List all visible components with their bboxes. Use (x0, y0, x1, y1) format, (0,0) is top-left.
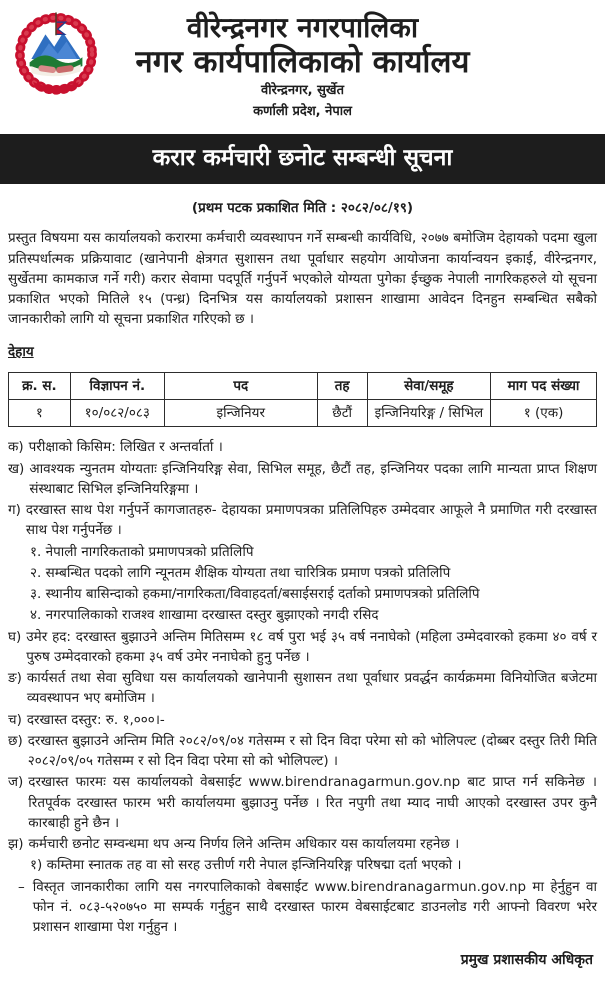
clause-label: ख) (8, 460, 25, 477)
clause-gha (8, 627, 597, 668)
nepal-emblem-icon (12, 8, 100, 96)
col-serial-number: क्र. स. (9, 372, 71, 399)
clause-label: ङ) (8, 670, 22, 687)
cell-advertisement-number: १०/०८२/०८३ (70, 400, 164, 427)
clause-label: ज) (8, 774, 24, 791)
col-required-posts: माग पद संख्या (491, 372, 597, 399)
cell-service-group: इन्जिनियरिङ्ग / सिभिल (367, 400, 490, 427)
clause-label: क) (8, 439, 24, 456)
clause-label: च) (8, 711, 22, 728)
list-item: १. नेपाली नागरिकताको प्रमाणपत्रको प्रतिलिपि (30, 543, 254, 560)
required-documents-list (30, 542, 597, 626)
clause-text: कार्यसर्त तथा सेवा सुविधा यस कार्यालयको खानेपानी सुशासन तथा पूर्वाधार प्रवर्द्धन कार्यक्रममा विनियोजित बजेटमा व्यवस्थापन भए बमोजिम । (26, 670, 597, 707)
notice-body (0, 198, 605, 937)
address-line-2: कर्णाली प्रदेश, नेपाल (253, 103, 352, 119)
intro-paragraph: प्रस्तुत विषयमा यस कार्यालयको करारमा कर्मचारी व्यवस्थापन गर्ने सम्बन्धी कार्यविधि, २०७७ बमोजिम देहायको पदमा खुला प्रतिस्पर्धात्मक प्रक्रियावाट (खानेपानी क्षेत्रगत सुशासन तथा पूर्वाधार सहयोग आयोजना कार्यान्वयन इकाई, वीरेन्द्रनगर, सुर्खेतमा कामकाज गर्ने गरी) करार सेवामा पदपूर्ति गर्नुपर्ने भएकोले योग्यता पुगेका ईच्छुक नेपाली नागरिकहरुले यो सूचना प्रकाशित भएको मितिले १५ (पन्ध्र) दिनभित्र यस कार्यालयको प्रशासन शाखामा आवेदन दिनहुन सम्बन्धित सबैको जानकारीको लागि यो सूचना प्रकाशित गरिएको छ । (8, 230, 597, 328)
clause-ja (8, 772, 597, 833)
clause-text: दरखास्त फारमः यस कार्यालयको वेबसाईट www.birendranagarmun.gov.np बाट प्राप्त गर्न सकिनेछ । रितपूर्वक दरखास्त फारम भरी कार्यालयमा बुझाउनु पर्नेछ । रित नपुगी तथा म्याद नाघी आएको दरखास्त उपर कुनै कारबाही हुने छैन । (28, 774, 597, 831)
address-line-1: वीरेन्द्रनगर, सुर्खेत (261, 83, 344, 99)
clause-label: छ) (8, 732, 23, 749)
clause-text: परीक्षाको किसिम: लिखित र अन्तर्वार्ता । (28, 439, 223, 456)
clause-label: झ) (8, 836, 24, 853)
clause-label: घ) (8, 628, 22, 645)
clause-cha (8, 710, 597, 730)
office-name: नगर कार्यपालिकाको कार्यालय (135, 44, 470, 81)
eligibility-list (30, 855, 597, 875)
cell-post: इन्जिनियर (164, 400, 317, 427)
clause-text: दरखास्त दस्तुर: रु. १,०००।- (26, 711, 165, 728)
dash-bullet: – (18, 878, 25, 895)
list-item: ४. नगरपालिकाको राजश्व शाखामा दरखास्त दस्तुर बुझाएको नगदी रसिद (30, 607, 379, 624)
clause-text: कर्मचारी छनोट सम्वन्धमा थप अन्य निर्णय लिने अन्तिम अधिकार यस कार्यालयमा रहनेछ । (28, 836, 460, 853)
clause-text: दरखास्त बुझाउने अन्तिम मिति २०८२/०९/०४ गतेसम्म र सो दिन विदा परेमा सो को भोलिपल्ट (दोब्बर दस्तुर तिरी मिति २०८२/०९/०५ गतेसम्म र सो दिन विदा परेमा सो को भोलिपल्ट) । (27, 732, 597, 770)
table-header-row (9, 372, 597, 399)
published-date: (प्रथम पटक प्रकाशित मिति : २०८२/०८/१९) (191, 200, 414, 217)
col-service-group: सेवा/समूह (367, 372, 490, 399)
col-level: तह (317, 372, 367, 399)
clause-ga (8, 500, 597, 541)
clause-kha (8, 459, 597, 500)
col-post: पद (164, 372, 317, 399)
list-item: २. सम्बन्धित पदको लागि न्यूनतम शैक्षिक योग्यता तथा चारित्रिक प्रमाण पत्रको प्रतिलिपि (30, 564, 451, 581)
cell-serial-number: १ (9, 400, 71, 427)
clause-nga (8, 668, 597, 709)
vacancy-table (8, 372, 597, 428)
clause-chha (8, 731, 597, 772)
dehaya-heading: देहाय (8, 343, 34, 360)
col-advertisement-number: विज्ञापन नं. (70, 372, 164, 399)
cell-level: छैटौं (317, 400, 367, 427)
organization-name: वीरेन्द्रनगर नगरपालिका (186, 11, 419, 44)
list-item: ३. स्थानीय बासिन्दाको हकमा/नागरिकता/विवाहदर्ता/बसाईसराई दर्ताको प्रमाणपत्रको प्रतिलिपि (30, 586, 480, 603)
clause-text: उमेर हद: दरखास्त बुझाउने अन्तिम मितिसम्म १८ वर्ष पुरा भई ३५ वर्ष ननाघेको (महिला उम्मेदवारको हकमा ४० वर्ष र पुरुष उम्मेदवारको हकमा ३५ वर्ष उमेर ननाघेको हुनु पर्नेछ । (26, 628, 597, 665)
additional-info-note (18, 877, 597, 938)
clause-jha (8, 834, 597, 854)
clause-ka (8, 437, 597, 457)
cell-required-posts: १ (एक) (491, 400, 597, 427)
clause-text: आवश्यक न्युनतम योग्यताः इन्जिनियरिङ्ग सेवा, सिभिल समूह, छैटौं तह, इन्जिनियर पदका लागि मान्यता प्राप्त शिक्षण संस्थाबाट सिभिल इन्जिनियरिङ्गमा । (29, 460, 597, 497)
table-row (9, 400, 597, 427)
clause-text: दरखास्त साथ पेश गर्नुपर्ने कागजातहरु- देहायका प्रमाणपत्रका प्रतिलिपिहरु उम्मेदवार आफूले नै प्रमाणित गरी दरखास्त साथ पेश गर्नुपर्नेछ । (25, 502, 597, 539)
list-item: १) कम्तिमा स्नातक तह वा सो सरह उत्तीर्ण गरी नेपाल इन्जिनियरिङ्ग परिषद्मा दर्ता भएको । (30, 857, 462, 874)
notice-title-banner: करार कर्मचारी छनोट सम्बन्धी सूचना (0, 134, 605, 185)
signature-title: प्रमुख प्रशासकीय अधिकृत (460, 952, 593, 969)
letterhead (0, 0, 605, 122)
note-text: विस्तृत जानकारीका लागि यस नगरपालिकाको वेबसाईट www.birendranagarmun.gov.np मा हेर्नुहुन वा फोन नं. ०८३-५२०७५० मा सम्पर्क गर्नुहुन साथै दरखास्त फारम वेबसाईटबाट डाउनलोड गरी आफ्नो विवरण भरेर प्रशासन शाखामा पेश गर्नुहुन । (32, 878, 597, 936)
clause-label: ग) (8, 502, 21, 519)
